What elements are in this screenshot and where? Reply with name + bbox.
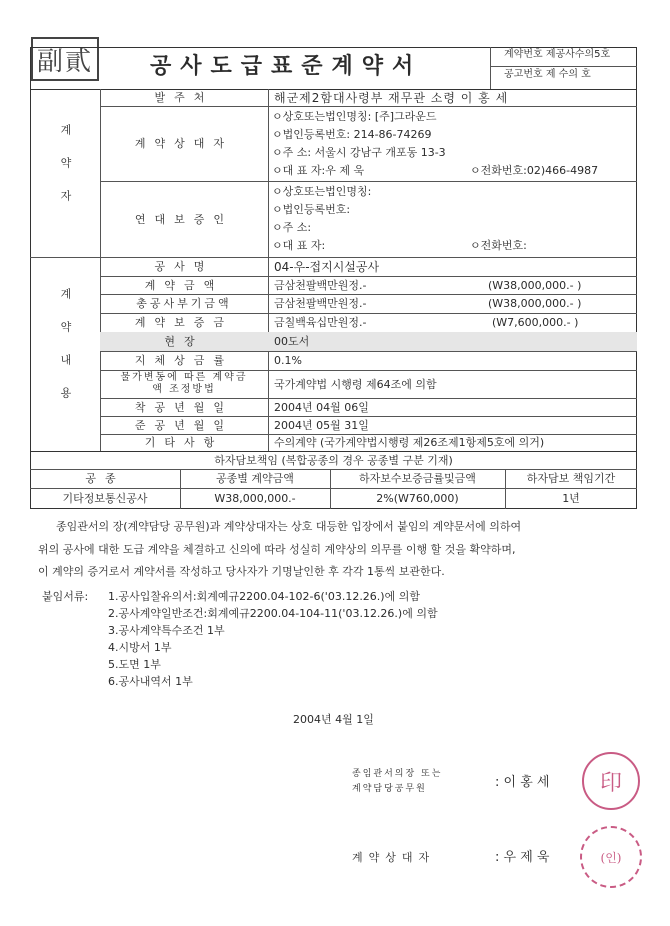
warranty-deposit: 2%(W760,000) — [376, 492, 459, 505]
content-label-1: 계약금액 — [144, 278, 224, 292]
warranty-amount: W38,000,000.- — [214, 492, 296, 505]
content-value-4: 00도서 — [274, 335, 310, 348]
body-paragraph-line: 위의 공사에 대한 도급 계약을 체결하고 신의에 따라 성실히 계약상의 의무를 이행 할 것을 확약하며, — [38, 543, 516, 556]
content-label-5: 지체상금률 — [134, 354, 234, 367]
contract-number: 계약번호 제공사수의5호 — [504, 49, 611, 60]
attachment-item: 6.공사내역서 1부 — [108, 675, 193, 688]
warranty-work-type: 기타정보통신공사 — [62, 492, 148, 505]
guarantor-phone: ㅇ전화번호: — [470, 239, 527, 252]
warranty-header-2: 하자보수보증금률및금액 — [359, 472, 476, 485]
body-paragraph-line: 종임관서의 장(계약담당 공무원)과 계약상대자는 상호 대등한 입장에서 붙임의 계약문서에 의하여 — [56, 520, 522, 533]
attachment-item: 5.도면 1부 — [108, 658, 161, 671]
contractor-address: ㅇ주 소: 서울시 강남구 개포동 13-3 — [272, 146, 446, 159]
orderer-label: 발주처 — [154, 91, 214, 104]
content-value-7: 2004년 04월 06일 — [274, 400, 369, 414]
notice-number: 공고번호 제 수의 호 — [504, 69, 591, 80]
attachments-label: 붙임서류: — [42, 590, 89, 603]
contractor-reg-no: ㅇ법인등록번호: 214-86-74269 — [272, 128, 432, 141]
content-value-6: 국가계약법 시행령 제64조에 의함 — [274, 377, 437, 391]
label-divider — [268, 89, 269, 451]
guarantor-corp-name: ㅇ상호또는법인명칭: — [272, 185, 372, 198]
attachment-item: 3.공사계약특수조건 1부 — [108, 624, 225, 637]
content-value-3: 금칠백육십만원정.- — [274, 316, 367, 329]
content-value-9: 수의계약 (국가계약법시행령 제26조제1항제5호에 의거) — [274, 436, 545, 449]
content-value-5: 0.1% — [274, 354, 302, 367]
duplicate-stamp: 副貳 — [31, 37, 99, 81]
contractor-sign-label: 계약상대자 — [352, 851, 436, 864]
contractor-phone: ㅇ전화번호:02)466-4987 — [470, 164, 599, 177]
warranty-header-3: 하자담보 책임기간 — [526, 472, 616, 485]
official-name: : 이 홍 세 — [495, 775, 550, 790]
content-label-9: 기타사항 — [144, 436, 224, 449]
content-section-label: 계약내용 — [59, 288, 72, 420]
header-divider-h — [490, 66, 637, 67]
content-label-0: 공사명 — [154, 260, 214, 273]
guarantor-ceo: ㅇ대 표 자: — [272, 239, 326, 252]
contractor-ceo: ㅇ대 표 자:우 제 욱 — [272, 164, 365, 177]
contractor-corp-name: ㅇ상호또는법인명칭: [주]그라운드 — [272, 110, 437, 123]
official-label-line2: 계약담당공무원 — [352, 784, 427, 794]
body-paragraph-line: 이 계약의 증거로서 계약서를 작성하고 당사자가 기명날인한 후 각각 1통씩 보관한다. — [38, 565, 445, 578]
warranty-title: 하자담보책임 (복합공종의 경우 공종별 구분 기재) — [214, 453, 453, 467]
guarantor-address: ㅇ주 소: — [272, 221, 312, 234]
content-amount-3: (W7,600,000.- ) — [492, 316, 579, 329]
parties-section-label: 계약자 — [59, 123, 72, 223]
content-value-0: 04-우-접지시설공사 — [274, 259, 380, 274]
content-label-3: 계약보증금 — [134, 316, 234, 329]
contractor-seal-icon: (인) — [580, 826, 642, 888]
content-label-4: 현장 — [164, 335, 204, 348]
attachment-item: 1.공사입찰유의서:회계예규2200.04-102-6('03.12.26.)에 의함 — [108, 590, 420, 603]
official-seal-icon: 印 — [582, 752, 640, 810]
contractor-label: 계약상대자 — [134, 137, 234, 150]
content-label-6: 물가변동에 따른 계약금액 조정방법 — [120, 371, 248, 395]
content-label-8: 준공년월일 — [134, 418, 234, 432]
content-value-1: 금삼천팔백만원정.- — [274, 278, 367, 292]
warranty-header-0: 공종 — [85, 472, 125, 485]
attachment-item: 2.공사계약일반조건:회계예규2200.04-104-11('03.12.26.)에 의함 — [108, 607, 438, 620]
content-label-2: 총공사부기금액 — [136, 297, 232, 310]
warranty-header-1: 공종별 계약금액 — [216, 472, 294, 485]
header-divider — [490, 47, 491, 89]
document-title: 공사도급표준계약서 — [150, 54, 423, 79]
official-label-line1: 종임관서의장 또는 — [352, 769, 443, 779]
content-value-2: 금삼천팔백만원정.- — [274, 297, 367, 310]
content-amount-2: (W38,000,000.- ) — [488, 297, 582, 310]
attachment-item: 4.시방서 1부 — [108, 641, 172, 654]
orderer-value: 해군제2함대사령부 재무관 소령 이 홍 세 — [274, 90, 509, 105]
warranty-period: 1년 — [562, 492, 580, 505]
content-value-8: 2004년 05월 31일 — [274, 418, 369, 432]
content-label-7: 착공년월일 — [134, 400, 234, 414]
guarantor-reg-no: ㅇ법인등록번호: — [272, 203, 351, 216]
contractor-sign-name: : 우 제 욱 — [495, 850, 550, 865]
guarantor-label: 연대보증인 — [134, 212, 234, 226]
content-amount-1: (W38,000,000.- ) — [488, 278, 582, 292]
contract-date: 2004년 4월 1일 — [293, 713, 374, 726]
